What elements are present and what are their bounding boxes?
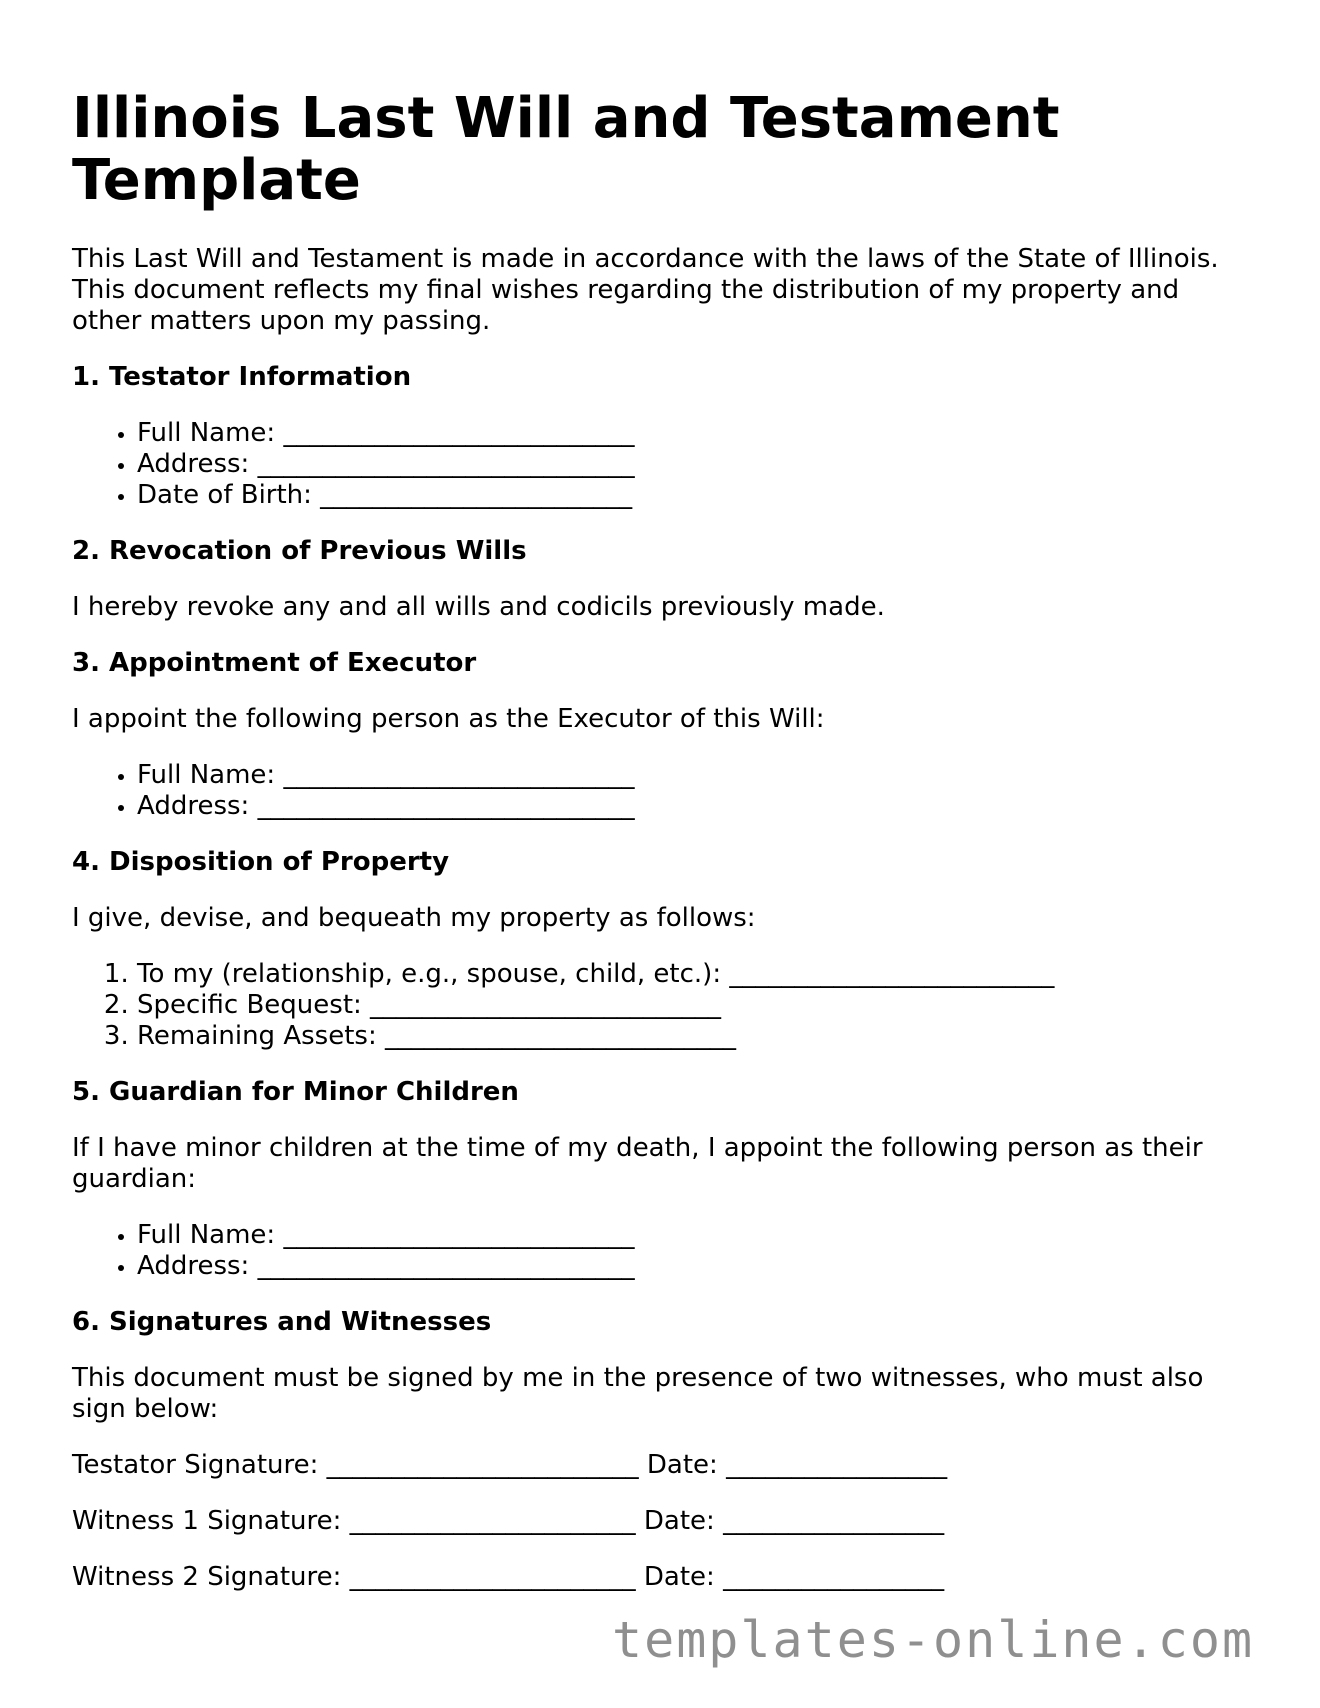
property-remaining-assets-field[interactable]: 3. Remaining Assets: ___________________________ <box>137 1021 1252 1052</box>
witness-1-signature-line[interactable]: Witness 1 Signature: ______________________ Date: _________________ <box>72 1506 945 1536</box>
executor-full-name-field[interactable]: • Full Name: ___________________________ <box>137 760 1252 791</box>
intro-paragraph: This Last Will and Testament is made in accordance with the laws of the State of Illinois. This document reflects my final wishes regarding the distribution of my property and other matters upon my passing. <box>72 244 1219 336</box>
section-heading-testator: 1. Testator Information <box>72 362 412 392</box>
testator-dob-field[interactable]: • Date of Birth: ________________________ <box>137 480 1252 511</box>
property-relationship-field[interactable]: 1. To my (relationship, e.g., spouse, child, etc.): _________________________ <box>137 959 1252 990</box>
guardian-full-name-field[interactable]: • Full Name: ___________________________ <box>137 1220 1252 1251</box>
guardian-text: If I have minor children at the time of my death, I appoint the following person as their guardian: <box>72 1133 1203 1194</box>
property-text: I give, devise, and bequeath my property as follows: <box>72 903 756 933</box>
property-specific-bequest-field[interactable]: 2. Specific Bequest: ___________________________ <box>137 990 1252 1021</box>
document-page <box>72 88 1252 1618</box>
executor-address-field[interactable]: • Address: _____________________________ <box>137 791 1252 822</box>
property-list <box>72 959 1252 1052</box>
section-heading-revocation: 2. Revocation of Previous Wills <box>72 536 527 566</box>
watermark: templates-online.com <box>612 1611 1255 1669</box>
testator-signature-line[interactable]: Testator Signature: ________________________ Date: _________________ <box>72 1450 948 1480</box>
revocation-text: I hereby revoke any and all wills and codicils previously made. <box>72 592 885 622</box>
section-heading-executor: 3. Appointment of Executor <box>72 648 477 678</box>
executor-info-list <box>72 760 1252 822</box>
section-heading-signatures: 6. Signatures and Witnesses <box>72 1307 492 1337</box>
testator-full-name-field[interactable]: • Full Name: ___________________________ <box>137 418 1252 449</box>
executor-text: I appoint the following person as the Executor of this Will: <box>72 704 825 734</box>
witness-2-signature-line[interactable]: Witness 2 Signature: ______________________ Date: _________________ <box>72 1562 945 1592</box>
page-title: Illinois Last Will and Testament Template <box>72 86 1060 213</box>
testator-address-field[interactable]: • Address: _____________________________ <box>137 449 1252 480</box>
signatures-text: This document must be signed by me in the presence of two witnesses, who must also sign below: <box>72 1363 1204 1424</box>
guardian-address-field[interactable]: • Address: _____________________________ <box>137 1251 1252 1282</box>
section-heading-guardian: 5. Guardian for Minor Children <box>72 1077 519 1107</box>
section-heading-property: 4. Disposition of Property <box>72 847 450 877</box>
guardian-info-list <box>72 1220 1252 1282</box>
testator-info-list <box>72 418 1252 511</box>
